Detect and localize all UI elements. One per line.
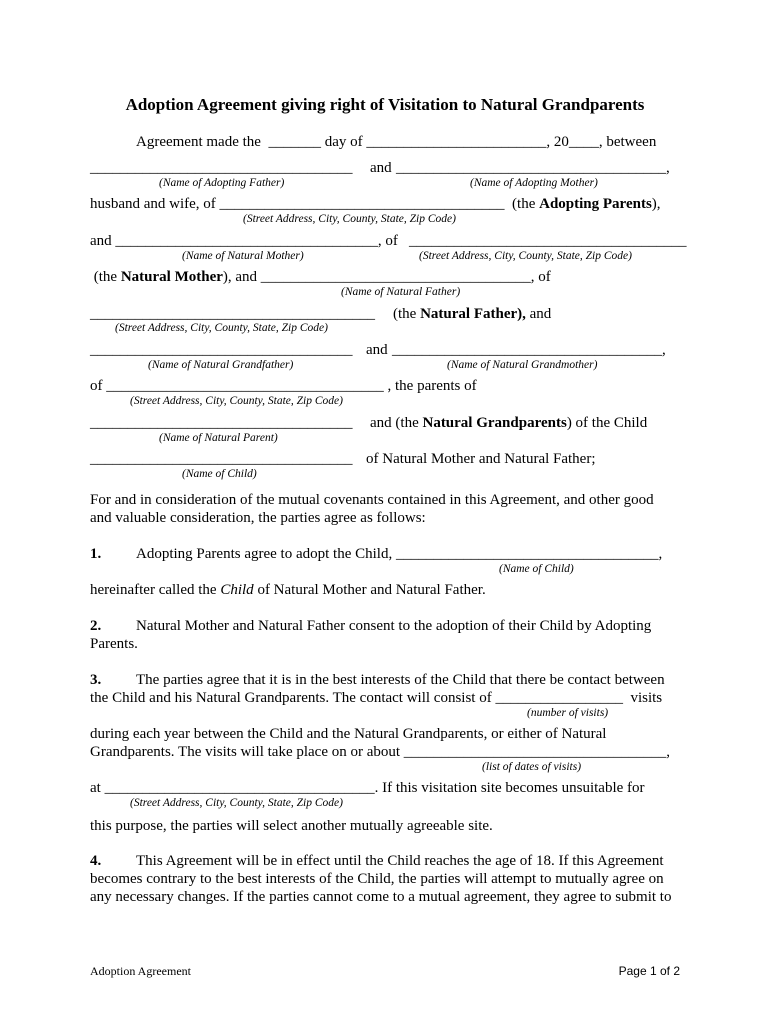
section-3-line-3: during each year between the Child and the Natural Grandparents, or either of Natural <box>90 726 607 742</box>
consideration-line-1: For and in consideration of the mutual covenants contained in this Agreement, and other good <box>90 492 654 508</box>
caption-natural-grandfather: (Name of Natural Grandfather) <box>148 359 294 371</box>
section-1-line-1: Adopting Parents agree to adopt the Child, ___________________________________, <box>136 546 663 562</box>
natural-father-address-blank: ______________________________________ <box>90 306 375 322</box>
natural-mother-line <box>90 268 551 286</box>
natural-mother-address-blank: _____________________________________ <box>409 233 687 249</box>
grandparents-open: and (the <box>370 415 423 431</box>
natural-mother-blank: and ___________________________________, of <box>90 233 398 249</box>
caption-natural-mother: (Name of Natural Mother) <box>182 250 304 262</box>
natural-father-blank: ), and ____________________________________, of <box>222 269 551 285</box>
caption-natural-father: (Name of Natural Father) <box>341 286 461 298</box>
natural-father-open: (the <box>393 306 421 322</box>
caption-address-2: (Street Address, City, County, State, Zip Code) <box>419 250 632 262</box>
child-name-blank: ___________________________________ <box>90 451 353 467</box>
natural-father-and: and <box>525 306 552 322</box>
child-term: Child <box>220 582 254 598</box>
adopting-father-blank: ___________________________________ <box>90 160 353 176</box>
caption-address-1: (Street Address, City, County, State, Zip Code) <box>243 213 456 225</box>
section-3-number: 3. <box>90 672 102 688</box>
document-title: Adoption Agreement giving right of Visitation to Natural Grandparents <box>125 95 645 114</box>
caption-adopting-mother: (Name of Adopting Mother) <box>470 177 598 189</box>
natural-father-term: Natural Father), <box>420 306 526 322</box>
consideration-line-2: and valuable consideration, the parties agree as follows: <box>90 510 426 526</box>
section-2-line-2: Parents. <box>90 636 138 652</box>
section-4-line-3: any necessary changes. If the parties cannot come to a mutual agreement, they agree to submit to <box>90 889 672 905</box>
caption-dates-of-visits: (list of dates of visits) <box>482 761 582 773</box>
husband-wife-text: husband and wife, of ______________________________________ (the <box>90 196 540 212</box>
caption-natural-grandmother: (Name of Natural Grandmother) <box>447 359 598 371</box>
and-text-2: and <box>366 342 388 358</box>
section-4-line-1: This Agreement will be in effect until the Child reaches the age of 18. If this Agreement <box>136 853 664 869</box>
caption-natural-parent: (Name of Natural Parent) <box>159 432 278 444</box>
footer-page-number: Page 1 of 2 <box>618 964 680 978</box>
section-2-number: 2. <box>90 618 102 634</box>
caption-child-2: (Name of Child) <box>499 563 574 575</box>
section-4-number: 4. <box>90 853 102 869</box>
section-4-line-2: becomes contrary to the best interests of the Child, the parties will attempt to mutually agree on <box>90 871 664 887</box>
section-3-line-4: Grandparents. The visits will take place on or about ___________________________________, <box>90 744 671 760</box>
grandparents-end: ) of the Child <box>566 415 648 431</box>
caption-child-1: (Name of Child) <box>182 468 257 480</box>
grandparents-address-line: of _____________________________________ , the parents of <box>90 378 477 394</box>
section-1-text-b: of Natural Mother and Natural Father. <box>253 582 486 598</box>
section-2-line-1: Natural Mother and Natural Father consent to the adoption of their Child by Adopting <box>136 618 652 634</box>
adopting-parents-term: Adopting Parents <box>539 196 652 212</box>
natural-mother-open: (the <box>90 269 121 285</box>
section-1-number: 1. <box>90 546 102 562</box>
section-3-line-1: The parties agree that it is in the best interests of the Child that there be contact between <box>136 672 665 688</box>
natural-grandparents-term: Natural Grandparents <box>422 415 567 431</box>
natural-grandmother-blank: ____________________________________, <box>392 342 666 358</box>
caption-address-3: (Street Address, City, County, State, Zip Code) <box>115 322 328 334</box>
natural-mother-term: Natural Mother <box>120 269 223 285</box>
section-1-text-a: hereinafter called the <box>90 582 221 598</box>
and-text: and <box>370 160 392 176</box>
caption-address-4: (Street Address, City, County, State, Zip Code) <box>130 395 343 407</box>
agreement-date-line: Agreement made the _______ day of ________________________, 20____, between <box>136 134 657 150</box>
adopting-mother-blank: ____________________________________, <box>396 160 670 176</box>
natural-father-line <box>393 305 551 323</box>
caption-adopting-father: (Name of Adopting Father) <box>159 177 285 189</box>
husband-wife-end: ), <box>651 196 661 212</box>
husband-wife-line <box>90 195 661 213</box>
caption-number-of-visits: (number of visits) <box>527 707 609 719</box>
section-3-line-2: the Child and his Natural Grandparents. The contact will consist of _________________ visits <box>90 690 663 706</box>
footer-document-name: Adoption Agreement <box>90 964 191 978</box>
section-3-line-6: this purpose, the parties will select another mutually agreeable site. <box>90 818 493 834</box>
section-1-line-2 <box>90 581 486 599</box>
natural-parent-blank: ___________________________________ <box>90 415 353 431</box>
section-3-line-5: at ____________________________________. If this visitation site becomes unsuitable for <box>90 780 645 796</box>
caption-address-5: (Street Address, City, County, State, Zip Code) <box>130 797 343 809</box>
natural-grandparents-line <box>370 414 647 432</box>
natural-grandfather-blank: ___________________________________ <box>90 342 353 358</box>
child-parents-text: of Natural Mother and Natural Father; <box>366 451 596 467</box>
